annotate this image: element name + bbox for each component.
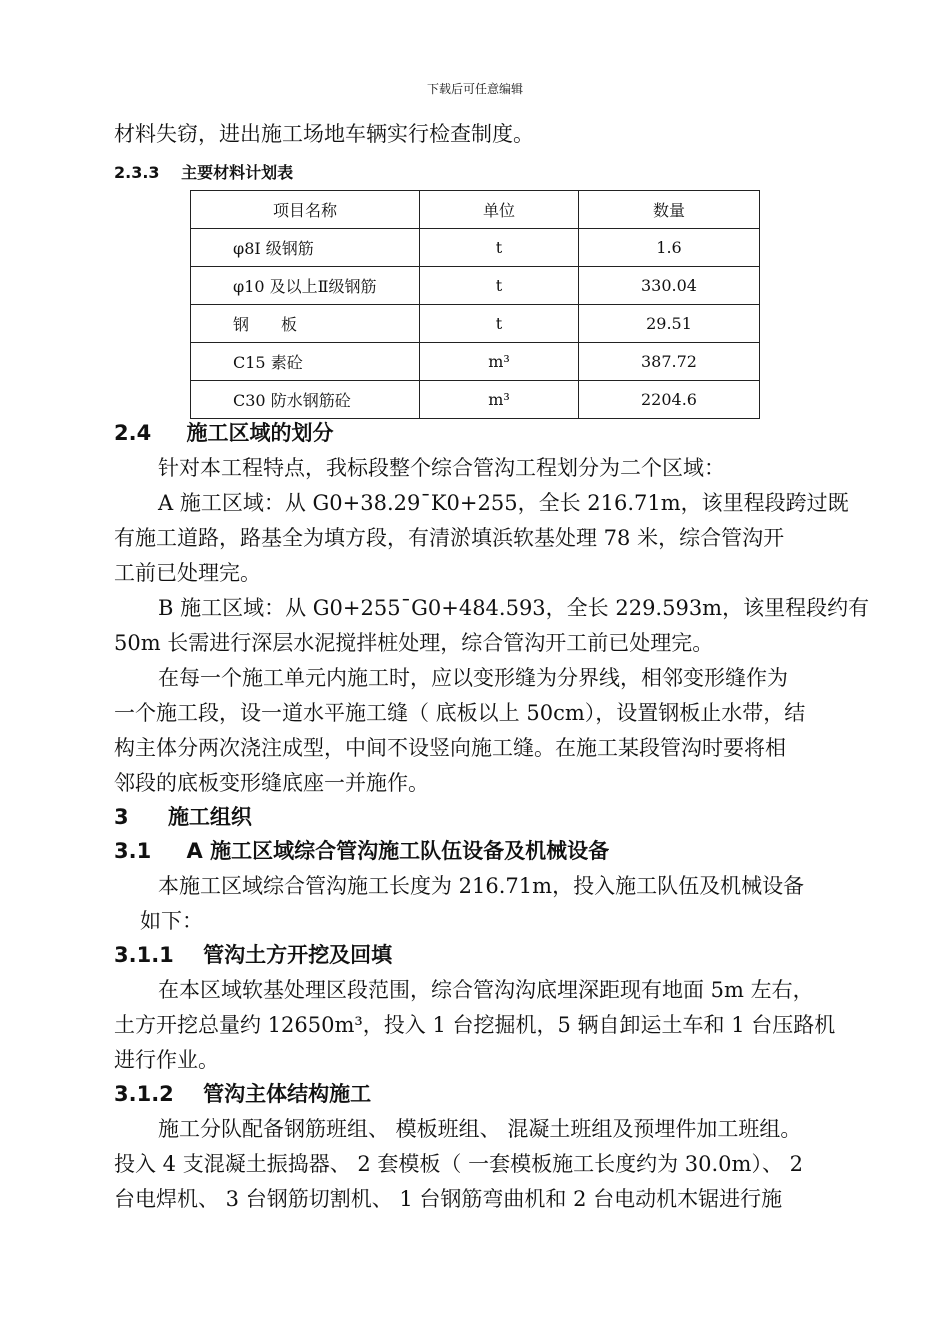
section-title: 管沟主体结构施工	[203, 1082, 372, 1106]
paragraph-line: 台电焊机、 3 台钢筋切割机、 1 台钢筋弯曲机和 2 台电动机木锯进行施	[114, 1187, 783, 1211]
paragraph-line: 在本区域软基处理区段范围，综合管沟沟底埋深距现有地面 5m 左右，	[158, 978, 814, 1002]
table-row	[191, 381, 760, 419]
section-number: 3.1.1	[114, 943, 174, 967]
table-row	[191, 305, 760, 343]
paragraph-line: 一个施工段，设一道水平施工缝（ 底板以上 50cm），设置钢板止水带，结	[114, 701, 806, 725]
cell-unit: t	[420, 229, 579, 267]
paragraph-line: 本施工区域综合管沟施工长度为 216.71m，投入施工队伍及机械设备	[158, 874, 805, 898]
paragraph-line: 施工分队配备钢筋班组、 模板班组、 混凝土班组及预埋件加工班组。	[158, 1117, 802, 1141]
paragraph-line: 投入 4 支混凝土振捣器、 2 套模板（ 一套模板施工长度约为 30.0m）、 2	[114, 1152, 803, 1176]
header-cell-unit: 单位	[420, 191, 579, 229]
cell-quantity: 29.51	[579, 305, 760, 343]
cell-unit: m³	[420, 343, 579, 381]
paragraph-line: 构主体分两次浇注成型，中间不设竖向施工缝。在施工某段管沟时要将相	[114, 736, 786, 760]
paragraph-line: 材料失窃，进出施工场地车辆实行检查制度。	[114, 122, 534, 146]
section-number: 2.4	[114, 421, 152, 445]
cell-quantity: 1.6	[579, 229, 760, 267]
section-number: 3.1.2	[114, 1082, 174, 1106]
section-title: A 施工区域综合管沟施工队伍设备及机械设备	[186, 839, 610, 863]
section-title: 施工区域的划分	[186, 421, 334, 445]
cell-unit: t	[420, 305, 579, 343]
cell-item: C30 防水钢筋砼	[191, 381, 420, 419]
table-row	[191, 267, 760, 305]
section-heading-3-1-2	[114, 1077, 371, 1112]
paragraph-line: B 施工区域：从 G0+255¯G0+484.593，全长 229.593m，该里程段约有	[158, 596, 870, 620]
paragraph-line: 进行作业。	[114, 1048, 219, 1072]
paragraph-line: 土方开挖总量约 12650m³，投入 1 台挖掘机，5 辆自卸运土车和 1 台压路机	[114, 1013, 836, 1037]
section-number: 3	[114, 805, 129, 829]
section-heading-2-3-3	[114, 160, 293, 183]
cell-item: φ10 及以上Ⅱ级钢筋	[191, 267, 420, 305]
cell-item: C15 素砼	[191, 343, 420, 381]
section-heading-3-1	[114, 834, 609, 869]
table-row	[191, 229, 760, 267]
materials-table	[190, 190, 760, 419]
cell-item: φ8Ⅰ 级钢筋	[191, 229, 420, 267]
header-cell-item: 项目名称	[191, 191, 420, 229]
table-header-row	[191, 191, 760, 229]
section-title: 施工组织	[167, 805, 252, 829]
section-title: 管沟土方开挖及回填	[203, 943, 393, 967]
paragraph-line: 如下：	[140, 909, 203, 933]
cell-quantity: 387.72	[579, 343, 760, 381]
section-number: 3.1	[114, 839, 152, 863]
paragraph-line: 50m 长需进行深层水泥搅拌桩处理，综合管沟开工前已处理完。	[114, 631, 714, 655]
table-row	[191, 343, 760, 381]
section-heading-2-4	[114, 416, 334, 451]
paragraph-line: 在每一个施工单元内施工时，应以变形缝为分界线，相邻变形缝作为	[158, 666, 788, 690]
cell-unit: m³	[420, 381, 579, 419]
section-number: 2.3.3	[114, 163, 160, 182]
paragraph-line: 工前已处理完。	[114, 561, 261, 585]
section-heading-3	[114, 800, 252, 835]
cell-quantity: 330.04	[579, 267, 760, 305]
cell-quantity: 2204.6	[579, 381, 760, 419]
page-header: 下载后可任意编辑	[426, 82, 523, 96]
paragraph-line: 有施工道路，路基全为填方段，有清淤填浜软基处理 78 米，综合管沟开	[114, 526, 785, 550]
section-title: 主要材料计划表	[181, 163, 294, 182]
paragraph-line: A 施工区域：从 G0+38.29¯K0+255，全长 216.71m，该里程段跨过既	[158, 491, 849, 515]
cell-item: 钢 板	[191, 305, 420, 343]
paragraph-line: 邻段的底板变形缝底座一并施作。	[114, 771, 429, 795]
paragraph-line: 针对本工程特点，我标段整个综合管沟工程划分为二个区域：	[158, 456, 725, 480]
cell-unit: t	[420, 267, 579, 305]
section-heading-3-1-1	[114, 938, 392, 973]
header-cell-quantity: 数量	[579, 191, 760, 229]
